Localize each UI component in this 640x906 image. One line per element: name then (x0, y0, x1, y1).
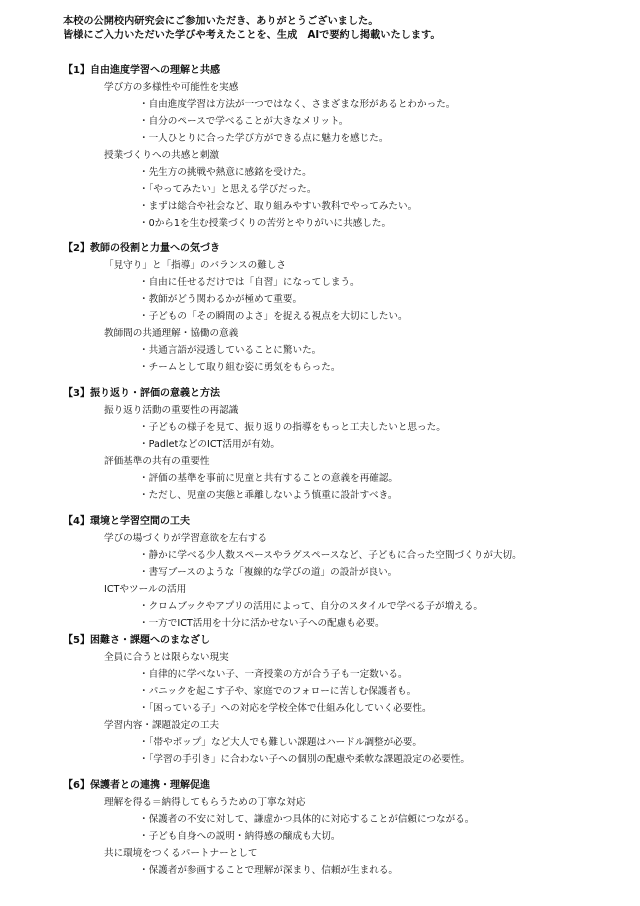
bullet-4-1-1: ・静かに学べる少人数スペースやラグスペースなど、子どもに合った空間づくりが大切。 (139, 550, 522, 561)
bullet-2-1-1: ・自由に任せるだけでは「自習」になってしまう。 (139, 277, 360, 288)
section-heading-2: 【2】教師の役割と力量への気づき (63, 243, 220, 254)
subheading-6-2: 共に環境をつくるパートナーとして (104, 848, 258, 859)
bullet-1-1-2: ・自分のペースで学べることが大きなメリット。 (139, 116, 349, 127)
subheading-1-2: 授業づくりへの共感と刺激 (104, 150, 220, 161)
bullet-1-2-4: ・0から1を生む授業づくりの苦労とやりがいに共感した。 (139, 218, 392, 229)
subheading-4-2: ICTやツールの活用 (104, 584, 187, 595)
bullet-2-1-3: ・子どもの「その瞬間のよさ」を捉える視点を大切にしたい。 (139, 311, 408, 322)
bullet-6-2-1: ・保護者が参画することで理解が深まり、信頼が生まれる。 (139, 865, 399, 876)
intro-line-1: 本校の公開校内研究会にご参加いただき、ありがとうございました。 (63, 16, 379, 27)
bullet-6-1-1: ・保護者の不安に対して、謙虚かつ具体的に対応することが信頼につながる。 (139, 814, 475, 825)
bullet-4-2-1: ・クロムブックやアプリの活用によって、自分のスタイルで学べる子が増える。 (139, 601, 483, 612)
bullet-6-1-2: ・子ども自身への説明・納得感の醸成も大切。 (139, 831, 341, 842)
bullet-4-1-2: ・書写ブースのような「複線的な学びの道」の設計が良い。 (139, 567, 398, 578)
bullet-1-2-2: ・「やってみたい」と思える学びだった。 (139, 184, 317, 195)
bullet-5-2-1: ・「帯やポップ」など大人でも難しい課題はハードル調整が必要。 (139, 737, 423, 748)
bullet-5-1-3: ・「困っている子」への対応を学校全体で仕組み化していく必要性。 (139, 703, 432, 714)
bullet-1-2-3: ・まずは総合や社会など、取り組みやすい教科でやってみたい。 (139, 201, 418, 212)
bullet-4-2-2: ・一方でICT活用を十分に活かせない子への配慮も必要。 (139, 618, 385, 629)
subheading-3-1: 振り返り活動の重要性の再認識 (104, 405, 239, 416)
bullet-2-2-2: ・チームとして取り組む姿に勇気をもらった。 (139, 362, 341, 373)
intro-line-2: 皆様にご入力いただいた学びや考えたことを、生成 AIで要約し掲載いたします。 (63, 30, 441, 41)
section-heading-5: 【5】困難さ・課題へのまなざし (63, 635, 210, 646)
bullet-3-1-2: ・PadletなどのICT活用が有効。 (139, 439, 280, 450)
section-heading-3: 【3】振り返り・評価の意義と方法 (63, 388, 220, 399)
subheading-6-1: 理解を得る＝納得してもらうための丁寧な対応 (104, 797, 306, 808)
section-heading-4: 【4】環境と学習空間の工夫 (63, 516, 190, 527)
subheading-5-2: 学習内容・課題設定の工夫 (104, 720, 220, 731)
subheading-1-1: 学び方の多様性や可能性を実感 (104, 82, 239, 93)
subheading-3-2: 評価基準の共有の重要性 (104, 456, 210, 467)
subheading-2-2: 教師間の共通理解・協働の意義 (104, 328, 239, 339)
bullet-1-1-3: ・一人ひとりに合った学び方ができる点に魅力を感じた。 (139, 133, 389, 144)
bullet-3-2-1: ・評価の基準を事前に児童と共有することの意義を再確認。 (139, 473, 399, 484)
subheading-2-1: 「見守り」と「指導」のバランスの難しさ (104, 260, 286, 271)
bullet-5-1-1: ・自律的に学べない子、一斉授業の方が合う子も一定数いる。 (139, 669, 408, 680)
bullet-2-1-2: ・教師がどう関わるかが極めて重要。 (139, 294, 303, 305)
bullet-3-2-2: ・ただし、児童の実態と乖離しないよう慎重に設計すべき。 (139, 490, 398, 501)
section-heading-6: 【6】保護者との連携・理解促進 (63, 780, 210, 791)
subheading-5-1: 全員に合うとは限らない現実 (104, 652, 229, 663)
intro-text (63, 15, 441, 43)
bullet-5-1-2: ・パニックを起こす子や、家庭でのフォローに苦しむ保護者も。 (139, 686, 417, 697)
bullet-2-2-1: ・共通言語が浸透していることに驚いた。 (139, 345, 322, 356)
bullet-1-2-1: ・先生方の挑戦や熱意に感銘を受けた。 (139, 167, 312, 178)
bullet-3-1-1: ・子どもの様子を見て、振り返りの指導をもっと工夫したいと思った。 (139, 422, 446, 433)
bullet-1-1-1: ・自由進度学習は方法が一つではなく、さまざまな形があるとわかった。 (139, 99, 456, 110)
section-heading-1: 【1】自由進度学習への理解と共感 (63, 65, 220, 76)
subheading-4-1: 学びの場づくりが学習意欲を左右する (104, 533, 268, 544)
bullet-5-2-2: ・「学習の手引き」に合わない子への個別の配慮や柔軟な課題設定の必要性。 (139, 754, 470, 765)
